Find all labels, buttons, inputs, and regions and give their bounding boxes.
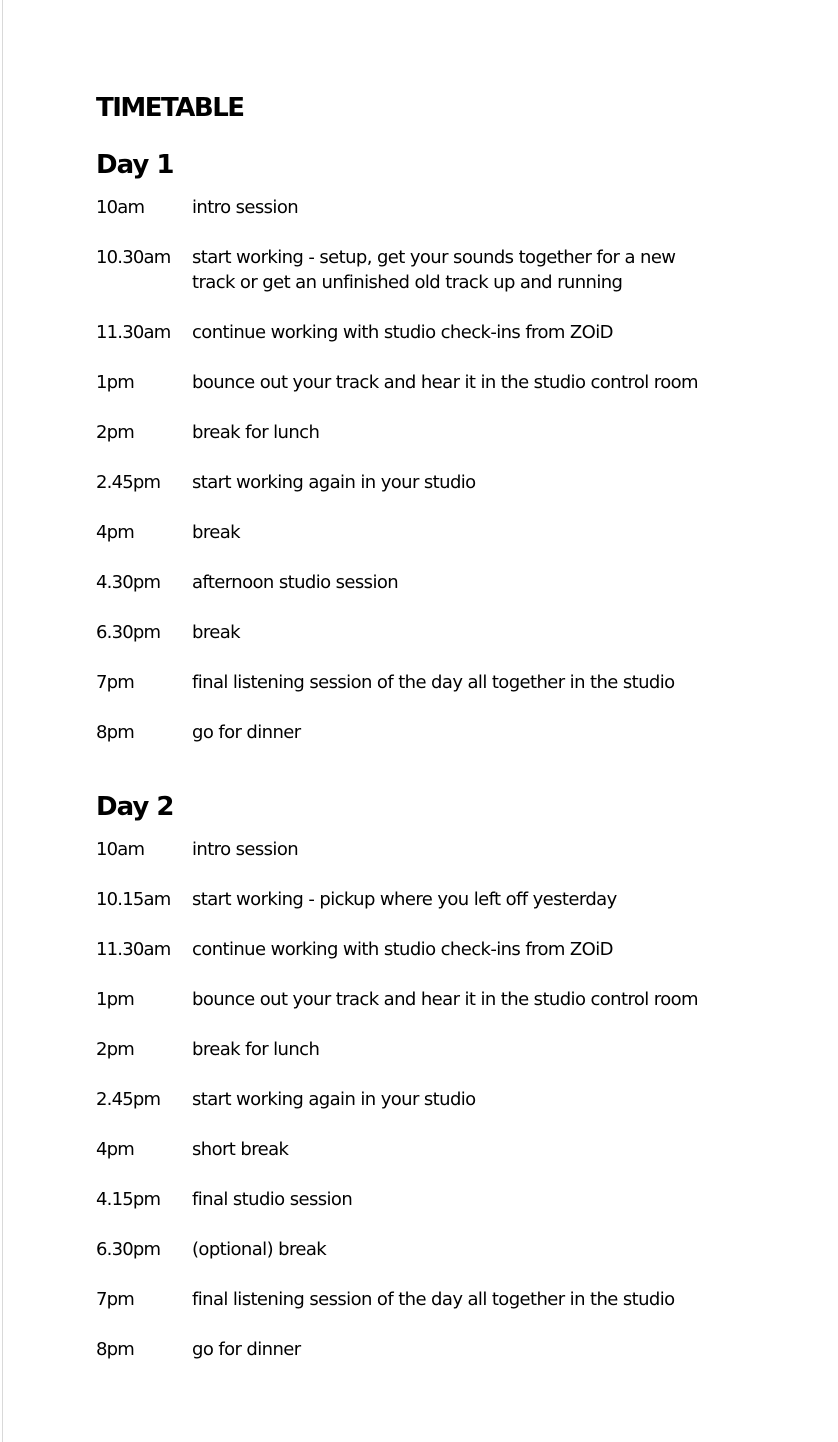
document-page bbox=[2, 0, 837, 1442]
schedule-time: 2.45pm bbox=[96, 1089, 161, 1110]
schedule-time: 8pm bbox=[96, 1339, 135, 1360]
day-2-heading: Day 2 bbox=[96, 792, 174, 822]
schedule-row bbox=[96, 720, 776, 770]
day-2-schedule bbox=[96, 837, 776, 1387]
schedule-time: 6.30pm bbox=[96, 1239, 161, 1260]
schedule-time: 1pm bbox=[96, 372, 135, 393]
schedule-time: 8pm bbox=[96, 722, 135, 743]
schedule-row bbox=[96, 570, 776, 620]
day-1-section bbox=[96, 148, 776, 770]
schedule-time: 4pm bbox=[96, 1139, 135, 1160]
schedule-row bbox=[96, 1037, 776, 1087]
schedule-activity: break bbox=[192, 622, 240, 643]
schedule-row bbox=[96, 195, 776, 245]
schedule-row bbox=[96, 420, 776, 470]
schedule-row bbox=[96, 1087, 776, 1137]
schedule-row bbox=[96, 887, 776, 937]
schedule-row bbox=[96, 937, 776, 987]
schedule-row bbox=[96, 520, 776, 570]
schedule-activity: go for dinner bbox=[192, 722, 301, 743]
schedule-activity: break for lunch bbox=[192, 1039, 320, 1060]
schedule-time: 7pm bbox=[96, 672, 135, 693]
schedule-time: 4.30pm bbox=[96, 572, 161, 593]
schedule-row bbox=[96, 1137, 776, 1187]
page-title: TIMETABLE bbox=[96, 93, 244, 123]
schedule-time: 10.30am bbox=[96, 247, 171, 268]
schedule-time: 6.30pm bbox=[96, 622, 161, 643]
schedule-row bbox=[96, 1287, 776, 1337]
schedule-row bbox=[96, 370, 776, 420]
schedule-activity: start working - pickup where you left off yesterday bbox=[192, 889, 617, 910]
schedule-activity: intro session bbox=[192, 197, 299, 218]
schedule-activity: start working again in your studio bbox=[192, 472, 476, 493]
schedule-activity: go for dinner bbox=[192, 1339, 301, 1360]
schedule-time: 11.30am bbox=[96, 322, 171, 343]
schedule-row bbox=[96, 320, 776, 370]
schedule-time: 10am bbox=[96, 839, 145, 860]
schedule-row bbox=[96, 837, 776, 887]
document-content bbox=[96, 92, 776, 1387]
schedule-activity: short break bbox=[192, 1139, 289, 1160]
schedule-activity: break for lunch bbox=[192, 422, 320, 443]
schedule-row bbox=[96, 620, 776, 670]
schedule-row bbox=[96, 245, 776, 320]
schedule-activity: afternoon studio session bbox=[192, 572, 399, 593]
schedule-activity: start working again in your studio bbox=[192, 1089, 476, 1110]
schedule-time: 2.45pm bbox=[96, 472, 161, 493]
schedule-activity: break bbox=[192, 522, 240, 543]
schedule-time: 4.15pm bbox=[96, 1189, 161, 1210]
schedule-row bbox=[96, 1237, 776, 1287]
schedule-row bbox=[96, 1337, 776, 1387]
day-1-heading: Day 1 bbox=[96, 150, 174, 180]
day-2-section bbox=[96, 790, 776, 1387]
schedule-time: 4pm bbox=[96, 522, 135, 543]
schedule-activity: bounce out your track and hear it in the studio control room bbox=[192, 372, 698, 393]
schedule-time: 1pm bbox=[96, 989, 135, 1010]
day-1-schedule bbox=[96, 195, 776, 770]
schedule-activity: (optional) break bbox=[192, 1239, 327, 1260]
schedule-activity: intro session bbox=[192, 839, 299, 860]
schedule-row bbox=[96, 987, 776, 1037]
schedule-time: 11.30am bbox=[96, 939, 171, 960]
schedule-activity: continue working with studio check-ins from ZOiD bbox=[192, 939, 613, 960]
schedule-time: 7pm bbox=[96, 1289, 135, 1310]
schedule-time: 2pm bbox=[96, 422, 135, 443]
schedule-row bbox=[96, 1187, 776, 1237]
schedule-activity: final listening session of the day all together in the studio bbox=[192, 1289, 675, 1310]
schedule-time: 10am bbox=[96, 197, 145, 218]
schedule-time: 2pm bbox=[96, 1039, 135, 1060]
schedule-activity: start working - setup, get your sounds together for a new track or get an unfinished old track up and running bbox=[192, 247, 676, 293]
schedule-time: 10.15am bbox=[96, 889, 171, 910]
schedule-activity: bounce out your track and hear it in the studio control room bbox=[192, 989, 698, 1010]
schedule-activity: final studio session bbox=[192, 1189, 353, 1210]
schedule-row bbox=[96, 670, 776, 720]
schedule-activity: final listening session of the day all together in the studio bbox=[192, 672, 675, 693]
schedule-row bbox=[96, 470, 776, 520]
schedule-activity: continue working with studio check-ins from ZOiD bbox=[192, 322, 613, 343]
